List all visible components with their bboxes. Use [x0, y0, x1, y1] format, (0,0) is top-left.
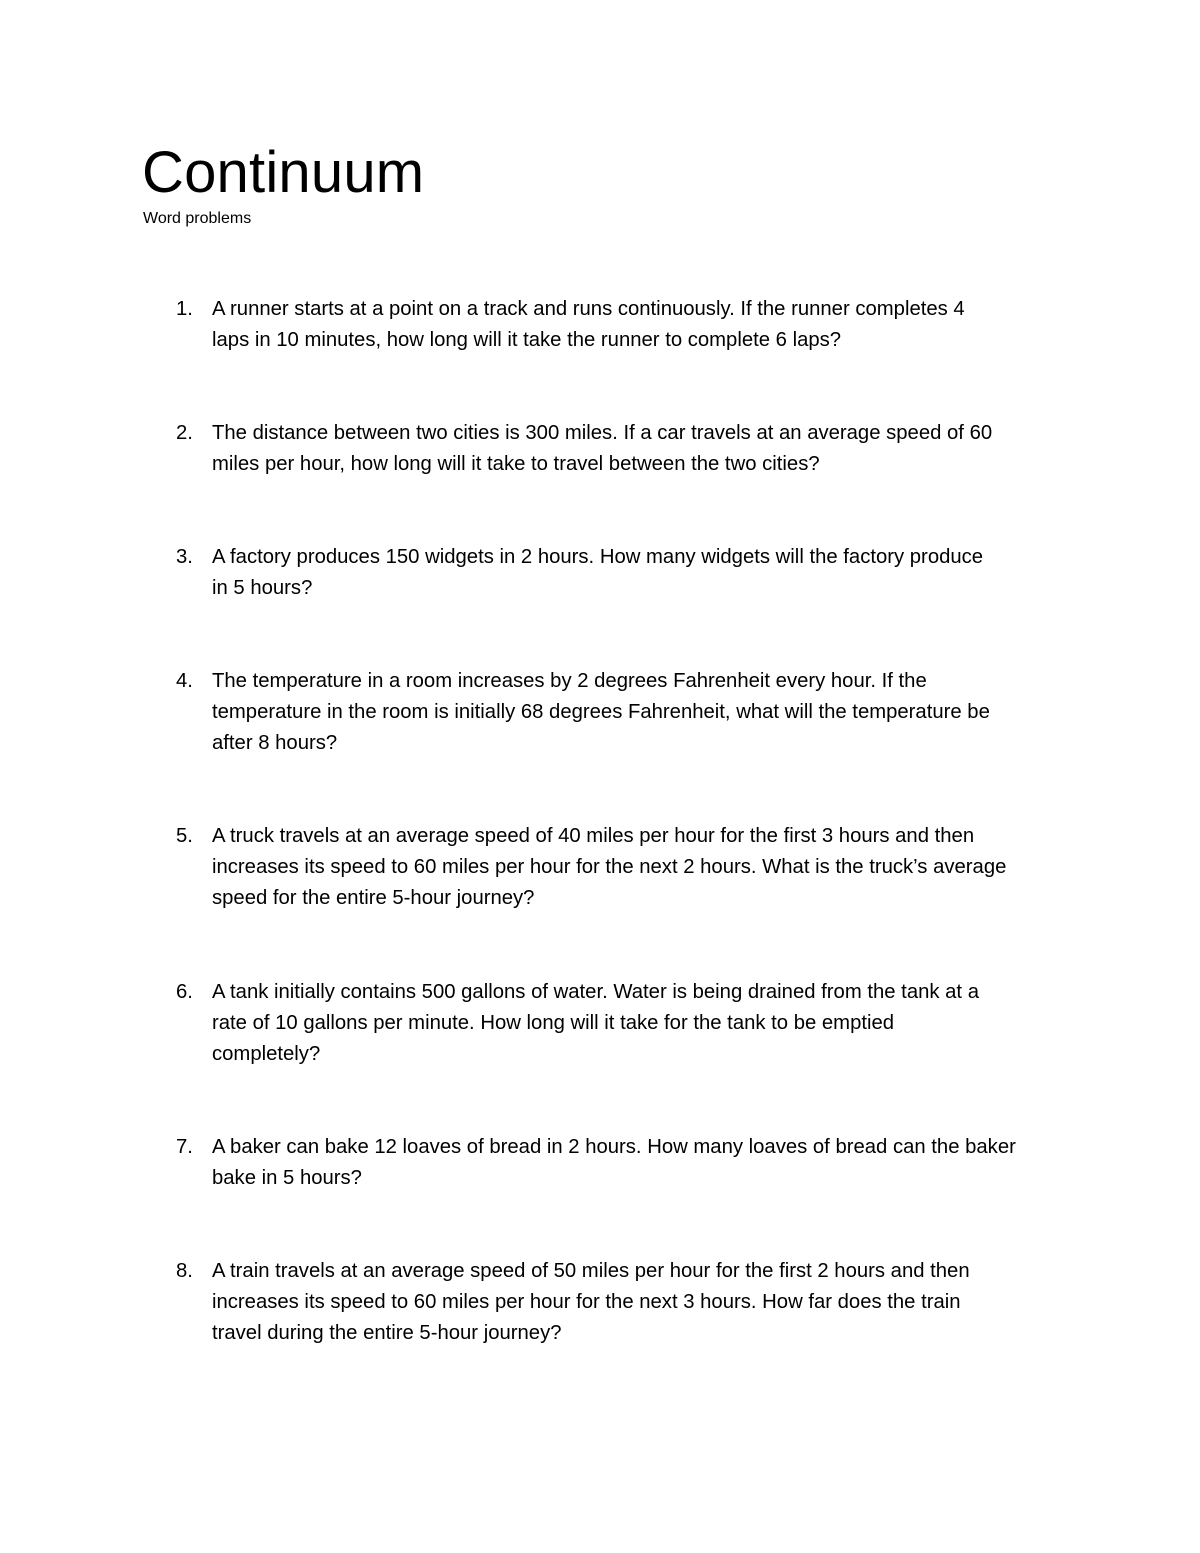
problem-line: A tank initially contains 500 gallons of water. Water is being drained from the tank at a [212, 981, 979, 1003]
problem-line: rate of 10 gallons per minute. How long will it take for the tank to be emptied [212, 1012, 895, 1034]
problem-number: 1. [176, 298, 193, 320]
problem-line: increases its speed to 60 miles per hour for the next 2 hours. What is the truck’s average [212, 856, 1007, 878]
problem-line: temperature in the room is initially 68 degrees Fahrenheit, what will the temperature be [212, 701, 990, 723]
problem-line: bake in 5 hours? [212, 1167, 362, 1189]
problem-text [212, 542, 1072, 604]
problem-line: The distance between two cities is 300 miles. If a car travels at an average speed of 60 [212, 422, 993, 444]
problem-text [212, 977, 1072, 1070]
document-subtitle: Word problems [143, 210, 252, 227]
problem-number: 2. [176, 422, 193, 444]
document-title: Continuum [142, 140, 425, 205]
problem-line: The temperature in a room increases by 2 degrees Fahrenheit every hour. If the [212, 670, 927, 692]
problem-number: 8. [176, 1260, 193, 1282]
problem-line: A runner starts at a point on a track and runs continuously. If the runner completes 4 [212, 298, 965, 320]
problem-text [212, 1132, 1072, 1194]
problem-line: laps in 10 minutes, how long will it take the runner to complete 6 laps? [212, 329, 842, 351]
problem-line: travel during the entire 5-hour journey? [212, 1322, 562, 1344]
problem-number: 6. [176, 981, 193, 1003]
problem-text [212, 294, 1072, 356]
problem-number: 5. [176, 825, 193, 847]
problem-line: A train travels at an average speed of 50 miles per hour for the first 2 hours and then [212, 1260, 970, 1282]
problem-line: completely? [212, 1043, 321, 1065]
problem-text [212, 821, 1072, 914]
problem-line: after 8 hours? [212, 732, 338, 754]
problem-text [212, 1256, 1072, 1349]
problem-line: in 5 hours? [212, 577, 313, 599]
problem-line: A factory produces 150 widgets in 2 hours. How many widgets will the factory produce [212, 546, 984, 568]
problem-text [212, 418, 1072, 480]
problem-number: 7. [176, 1136, 193, 1158]
problem-line: A truck travels at an average speed of 40 miles per hour for the first 3 hours and then [212, 825, 975, 847]
problem-line: miles per hour, how long will it take to travel between the two cities? [212, 453, 820, 475]
problem-line: speed for the entire 5-hour journey? [212, 887, 535, 909]
problem-line: increases its speed to 60 miles per hour for the next 3 hours. How far does the train [212, 1291, 961, 1313]
problem-number: 3. [176, 546, 193, 568]
problem-number: 4. [176, 670, 193, 692]
problem-line: A baker can bake 12 loaves of bread in 2 hours. How many loaves of bread can the baker [212, 1136, 1016, 1158]
problem-text [212, 666, 1072, 759]
